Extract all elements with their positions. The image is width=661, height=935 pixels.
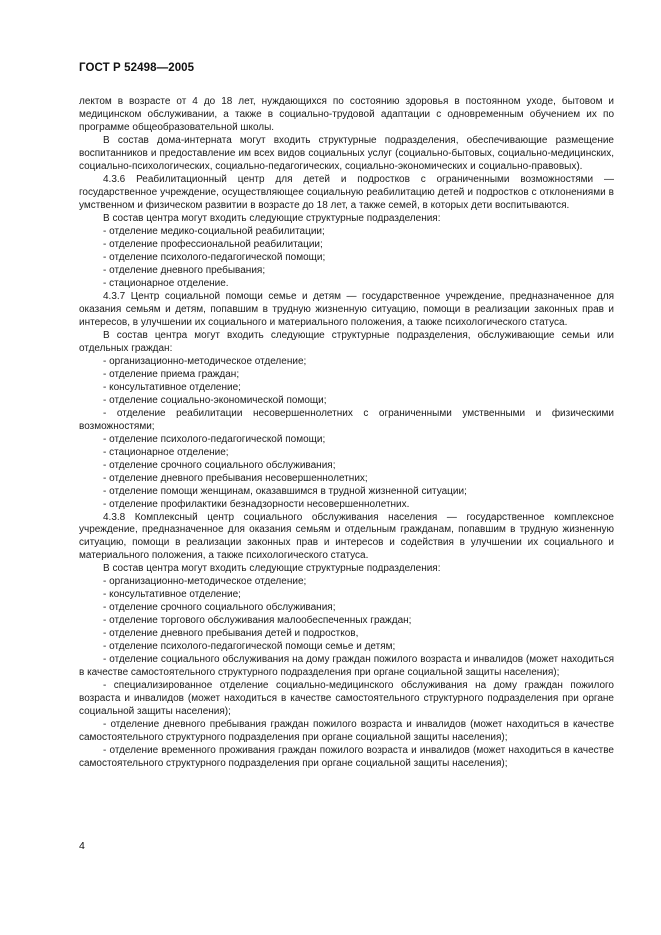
list-item: - стационарное отделение; [103,446,229,458]
list-item: - стационарное отделение. [103,277,229,289]
paragraph: 4.3.8 Комплексный центр социального обслуживания населения — государственное комплексное учреждение, предназначенное для оказания семьям и отдельным гражданам, попавшим в трудную жизненную ситуацию, помощи в реализации законных прав и интересов и содействия в улучшении их социального и материального положения, а также психологического статуса. [79,511,614,562]
list-item: - отделение социального обслуживания на дому граждан пожилого возраста и инвалидов (может находиться в качестве самостоятельного структурного подразделения при органе социальной защиты населения); [79,654,614,679]
paragraph: В состав центра могут входить следующие структурные подразделения, обслуживающие семьи или отдельных граждан: [79,329,614,354]
list-item: - отделение приема граждан; [103,368,240,380]
paragraph: лектом в возрасте от 4 до 18 лет, нуждающихся по состоянию здоровья в постоянном уходе, бытовом и медицинском обслуживании, а также в социально-трудовой адаптации с одновременным обучением их по программе общеобразовательной школы. [79,96,614,133]
list-item: - отделение дневного пребывания граждан пожилого возраста и инвалидов (может находиться в качестве самостоятельного структурного подразделения при органе социальной защиты населения); [79,719,614,744]
paragraph: В состав дома-интерната могут входить структурные подразделения, обеспечивающие размещение воспитанников и предоставление им всех видов социальных услуг (социально-бытовых, социально-медицинских, социально-психологических, социально-педагогических, социально-экономических и социально-правовых). [79,134,614,172]
list-item: - отделение временного проживания граждан пожилого возраста и инвалидов (может находиться в качестве самостоятельного структурного подразделения при органе социальной защиты населения); [79,745,614,770]
list-item: - специализированное отделение социально-медицинского обслуживания на дому граждан пожилого возраста и инвалидов (может находиться в качестве самостоятельного структурного подразделения при органе социальной защиты населения); [79,680,614,718]
list-item: - отделение помощи женщинам, оказавшимся в трудной жизненной ситуации; [103,485,467,497]
list-item: - отделение дневного пребывания несовершеннолетних; [103,472,368,484]
list-item: - отделение социально-экономической помощи; [103,394,327,406]
list-item: - отделение психолого-педагогической помощи; [103,433,326,445]
list-item: - отделение профессиональной реабилитации; [103,238,323,250]
standard-header: ГОСТ Р 52498—2005 [79,62,195,74]
list-item: - отделение психолого-педагогической помощи; [103,251,326,263]
list-item: - отделение торгового обслуживания малообеспеченных граждан; [103,615,412,627]
list-item: - отделение срочного социального обслуживания; [103,602,336,614]
list-item: - отделение срочного социального обслуживания; [103,459,336,471]
list-item: - отделение дневного пребывания детей и подростков, [103,628,359,640]
list-item: - отделение реабилитации несовершеннолетних с ограниченными умственными и физическими возможностями; [79,407,614,432]
list-item: - отделение психолого-педагогической помощи семье и детям; [103,641,396,653]
page-number: 4 [79,840,85,852]
list-item: - консультативное отделение; [103,589,241,601]
paragraph: 4.3.7 Центр социальной помощи семье и детям — государственное учреждение, предназначенное для оказания семьям и детям, попавшим в трудную жизненную ситуацию, помощи в реализации законных прав и интересов, в улучшении их социального и материального положения, а также психологического статуса. [79,290,614,328]
list-item: - консультативное отделение; [103,381,241,393]
list-item: - отделение медико-социальной реабилитации; [103,225,325,237]
paragraph: В состав центра могут входить следующие структурные подразделения: [103,212,441,224]
document-body [79,96,614,771]
list-item: - организационно-методическое отделение; [103,355,307,367]
list-item: - отделение дневного пребывания; [103,264,266,276]
paragraph: 4.3.6 Реабилитационный центр для детей и подростков с ограниченными возможностями — государственное учреждение, осуществляющее социальную реабилитацию детей и подростков с отклонениями в умственном и физическом развитии в возрасте до 18 лет, а также семей, в которых дети воспитываются. [79,173,614,211]
list-item: - отделение профилактики безнадзорности несовершеннолетних. [103,498,410,510]
list-item: - организационно-методическое отделение; [103,576,307,588]
paragraph: В состав центра могут входить следующие структурные подразделения: [103,563,441,575]
